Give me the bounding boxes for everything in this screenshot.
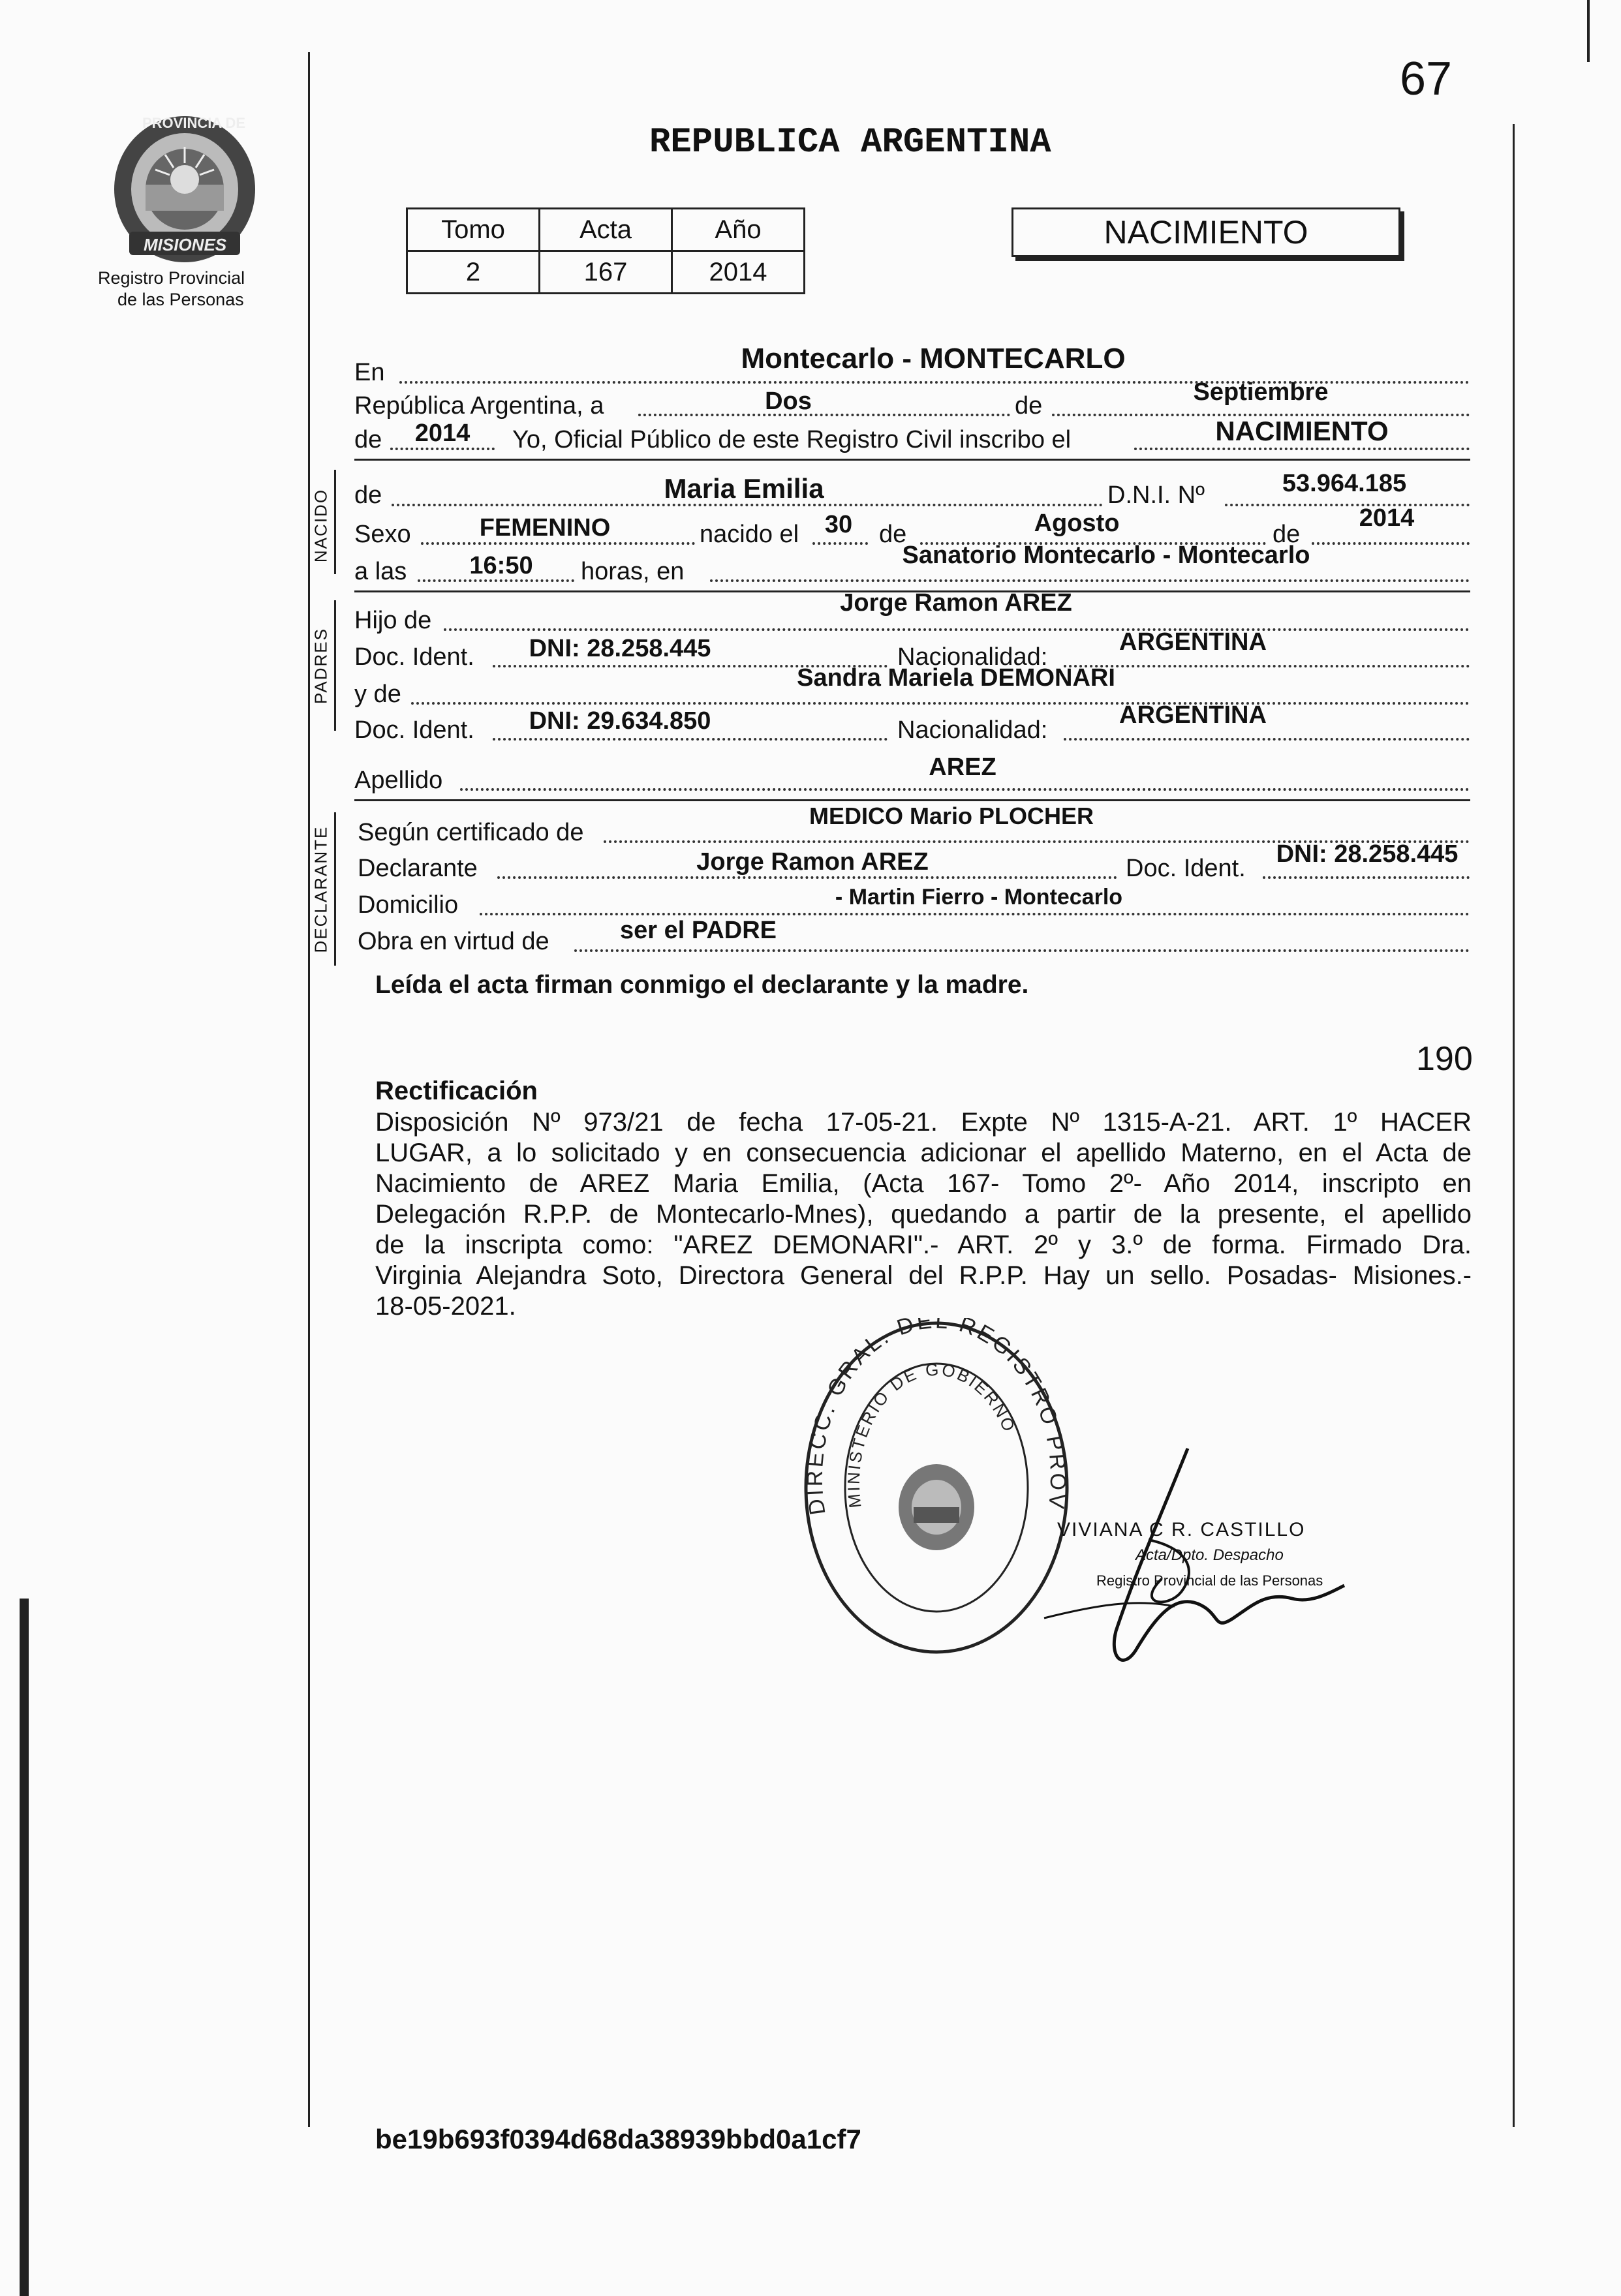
value-declarante: Jorge Ramon AREZ (696, 848, 929, 876)
side-label-nacido: NACIDO (311, 488, 331, 563)
label-de-mes: de (1015, 392, 1043, 420)
label-doc-padre: Doc. Ident. (354, 643, 474, 671)
dots-dni (1225, 504, 1470, 506)
header-anio: Año (672, 209, 805, 251)
label-apellido: Apellido (354, 767, 443, 794)
stamp-line1: VIVIANA C R. CASTILLO (1057, 1519, 1306, 1540)
dots-dni-declarante (1263, 876, 1470, 879)
rectificacion-line: LUGAR, a lo solicitado y en consecuencia adicionar el apellido Materno, en el Acta de (375, 1139, 1472, 1167)
value-dni-madre: DNI: 29.634.850 (529, 707, 711, 735)
value-tipo-acta: NACIMIENTO (1215, 416, 1389, 446)
label-hijo-de: Hijo de (354, 607, 432, 634)
right-margin-line (1513, 124, 1515, 2127)
emblem-caption-bottom: MISIONES (144, 235, 227, 254)
value-certificado: MEDICO Mario PLOCHER (809, 803, 1094, 829)
seal-inner-text: MINISTERIO DE GOBIERNO (843, 1359, 1020, 1509)
label-republica: República Argentina, a (354, 392, 604, 420)
side-label-padres: PADRES (311, 628, 331, 704)
dots-nac-madre (1064, 738, 1470, 741)
header-acta: Acta (540, 209, 672, 251)
padres-bracket (334, 600, 336, 731)
seal-outer-text: DIRECC. GRAL. DEL REGISTRO PROV (802, 1318, 1071, 1517)
scan-edge-left (20, 1599, 29, 2296)
dots-apellido (460, 788, 1470, 791)
value-dni-declarante: DNI: 28.258.445 (1276, 840, 1459, 868)
value-lugar-nac: Sanatorio Montecarlo - Montecarlo (902, 542, 1310, 569)
value-nombre: Maria Emilia (664, 473, 824, 504)
value-nac-madre: ARGENTINA (1119, 701, 1267, 729)
divider-3 (354, 799, 1470, 801)
dots-nac-padre (1064, 665, 1470, 667)
value-apellido: AREZ (929, 754, 996, 781)
value-dni: 53.964.185 (1282, 470, 1407, 497)
label-de-anio-nac: de (1273, 521, 1301, 548)
rectificacion-body (375, 1107, 1472, 1322)
nacido-bracket (334, 470, 336, 574)
dots-dni-madre (493, 738, 888, 741)
value-tomo: 2 (407, 251, 540, 294)
dots-hora (418, 579, 574, 582)
label-horas-en: horas, en (581, 558, 685, 585)
rectificacion-line: 18-05-2021. (375, 1292, 516, 1321)
value-mes-inscripcion: Septiembre (1193, 378, 1329, 406)
label-dni-no: D.N.I. Nº (1107, 482, 1205, 509)
rectificacion-title: Rectificación (375, 1077, 538, 1105)
rectificacion-line: de la inscripta como: "AREZ DEMONARI".- ART. 2º y 3.º de forma. Firmado Dra. (375, 1231, 1472, 1259)
value-mes-nac: Agosto (1034, 510, 1120, 537)
rectificacion-line: Disposición Nº 973/21 de fecha 17-05-21. Expte Nº 1315-A-21. ART. 1º HACER (375, 1108, 1472, 1137)
label-de-mes-nac: de (879, 521, 907, 548)
dots-dia-inscripcion (638, 414, 1010, 416)
rectificacion-line: Virginia Alejandra Soto, Directora General del R.P.P. Hay un sello. Posadas- Misiones.- (375, 1261, 1472, 1290)
label-de-anio: de (354, 426, 382, 453)
label-nacido-el: nacido el (700, 521, 799, 548)
value-obra-virtud: ser el PADRE (619, 917, 777, 944)
value-nac-padre: ARGENTINA (1119, 628, 1267, 656)
scan-edge-top-right (1587, 0, 1590, 62)
signature-stamp (1057, 1514, 1344, 1618)
declarante-bracket (334, 812, 336, 966)
label-sexo: Sexo (354, 521, 411, 548)
dots-nombre (392, 504, 1103, 506)
value-dia-inscripcion: Dos (765, 388, 812, 415)
label-de-nombre: de (354, 482, 382, 509)
value-madre: Sandra Mariela DEMONARI (797, 664, 1115, 692)
value-anio: 2014 (672, 251, 805, 294)
label-nac-madre: Nacionalidad: (897, 716, 1048, 744)
dots-padre (444, 628, 1470, 631)
document-hash: be19b693f0394d68da38939bbd0a1cf7 (375, 2124, 861, 2154)
value-acta: 167 (540, 251, 672, 294)
value-anio-nac: 2014 (1359, 504, 1415, 532)
closing-statement: Leída el acta firman conmigo el declarante y la madre. (375, 971, 1029, 999)
dots-anio-inscripcion (390, 448, 495, 450)
dots-sexo (421, 542, 695, 545)
dots-anio-nac (1312, 542, 1470, 545)
value-domicilio: - Martin Fierro - Montecarlo (835, 885, 1123, 910)
dots-madre (411, 702, 1470, 705)
label-nac-padre: Nacionalidad: (897, 643, 1048, 671)
registry-name-line2: de las Personas (117, 290, 244, 309)
page-number-mid: 190 (1416, 1040, 1473, 1078)
rectificacion-line: Delegación R.P.P. de Montecarlo-Mnes), quedando a partir de la presente, el apellido (375, 1200, 1472, 1229)
dots-obra-virtud (574, 949, 1470, 952)
header-tomo: Tomo (407, 209, 540, 251)
dots-declarante (497, 876, 1117, 879)
registry-name-line1: Registro Provincial (98, 268, 245, 288)
label-segun-cert: Según certificado de (358, 819, 584, 846)
label-domicilio: Domicilio (358, 891, 459, 919)
side-label-declarante: DECLARANTE (311, 825, 331, 953)
stamp-line3: Registro Provincial de las Personas (1096, 1572, 1323, 1589)
reference-table (406, 207, 805, 294)
divider-1 (354, 459, 1470, 461)
value-anio-inscripcion: 2014 (414, 420, 471, 447)
label-doc-declarante: Doc. Ident. (1126, 855, 1246, 882)
dots-lugar-nac (710, 579, 1470, 582)
label-y-de: y de (354, 681, 401, 708)
value-dni-padre: DNI: 28.258.445 (529, 635, 711, 662)
value-sexo: FEMENINO (479, 514, 611, 542)
page-number: 67 (1400, 53, 1453, 105)
stamp-line2: Acta/Dpto. Despacho (1135, 1546, 1284, 1564)
label-declarante: Declarante (358, 855, 478, 882)
label-doc-madre: Doc. Ident. (354, 716, 474, 744)
left-margin-line (308, 52, 310, 2127)
label-en: En (354, 359, 385, 386)
value-dia-nac: 30 (824, 511, 853, 538)
label-a-las: a las (354, 558, 407, 585)
value-hora: 16:50 (469, 552, 533, 579)
doc-type-box (1011, 207, 1400, 257)
label-yo-oficial: Yo, Oficial Público de este Registro Civil inscribo el (512, 426, 1072, 453)
emblem-caption-top: PROVINCIA DE (142, 115, 246, 131)
value-lugar: Montecarlo - MONTECARLO (741, 343, 1126, 375)
rectificacion-line: Nacimiento de AREZ Maria Emilia, (Acta 167- Tomo 2º- Año 2014, inscripto en (375, 1169, 1472, 1198)
dots-dia-nac (812, 542, 868, 545)
dots-domicilio (480, 913, 1470, 915)
country-title: REPUBLICA ARGENTINA (649, 123, 1051, 162)
dots-tipo-acta (1134, 448, 1470, 450)
doc-type-label: NACIMIENTO (1104, 214, 1308, 251)
label-obra-virtud: Obra en virtud de (358, 928, 549, 955)
value-padre: Jorge Ramon AREZ (840, 589, 1072, 617)
